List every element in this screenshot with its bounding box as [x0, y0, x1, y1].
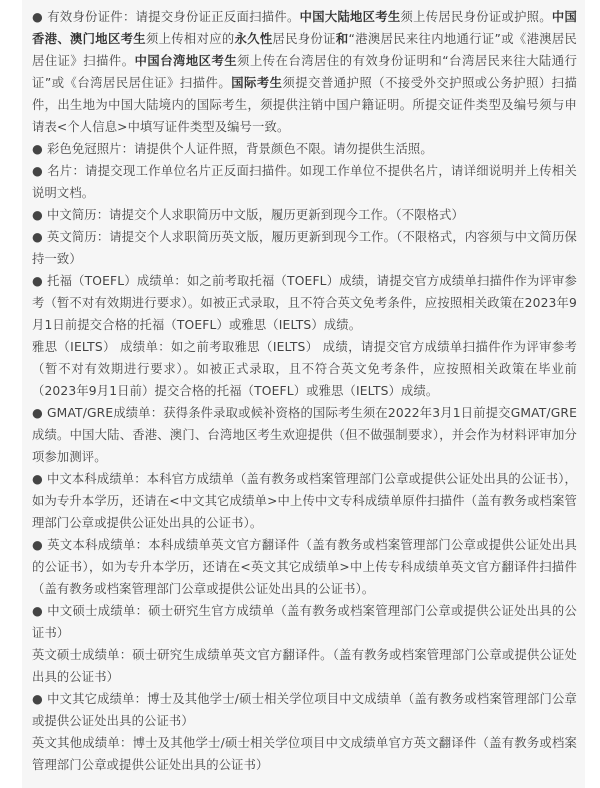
bold-segment: 中国大陆地区考生: [299, 10, 401, 24]
text-segment: ● 托福（TOEFL）成绩单：如之前考取托福（TOEFL）成绩，请提交官方成绩单扫描件作为评审参考（暂不对有效期进行要求）。如被正式录取，且不符合英文免考条件，应按照相关政策在2023年9月1日前提交合格的托福（TOEFL）或雅思（IELTS）成绩。: [32, 274, 577, 332]
text-segment: 雅思（IELTS） 成绩单：如之前考取雅思（IELTS） 成绩，请提交官方成绩单扫描件作为评审参考（暂不对有效期进行要求）。如被正式录取，且不符合英文免考条件，应按照相关政策在毕业前（2023年9月1日前）提交合格的托福（TOEFL）或雅思（IELTS）成绩。: [32, 340, 577, 398]
para-en-bachelor-transcript: [32, 534, 577, 600]
text-segment: ● 彩色免冠照片：请提供个人证件照，背景颜色不限。请勿提供生活照。: [32, 142, 433, 156]
para-chinese-resume: [32, 204, 577, 226]
text-segment: 英文其他成绩单：博士及其他学士/硕士相关学位项目中文成绩单官方英文翻译件（盖有教务或档案管理部门公章或提供公证处出具的公证书）: [32, 736, 577, 772]
para-gmat-gre: [32, 402, 577, 468]
text-segment: ● 有效身份证件：请提交身份证正反面扫描件。: [32, 10, 300, 24]
text-segment: ● 英文简历：请提交个人求职简历英文版，履历更新到现今工作。（不限格式，内容须与中文简历保持一致）: [32, 230, 577, 266]
text-segment: ● GMAT/GRE成绩单：获得条件录取或候补资格的国际考生须在2022年3月1日前提交GMAT/GRE成绩。中国大陆、香港、澳门、台湾地区考生欢迎提供（但不做强制要求），并会作为材料评审加分项参加测评。: [32, 406, 577, 464]
text-segment: 居民身份证: [272, 32, 336, 46]
text-segment: ● 中文其它成绩单：博士及其他学士/硕士相关学位项目中文成绩单（盖有教务或档案管理部门公章或提供公证处出具的公证书）: [32, 692, 577, 728]
para-ielts: [32, 336, 577, 402]
text-segment: 须上传相对应的: [145, 32, 235, 46]
text-segment: “港澳居民来往内地通行证”或《港澳居民居住证》扫描件。: [32, 32, 577, 68]
text-segment: 须上传居民身份证或护照。: [400, 10, 552, 24]
text-segment: 须提交普通护照（不接受外交护照或公务护照）扫描件，出生地为中国大陆境内的国际考生，须提供注销中国户籍证明。所提交证件类型及编号须与申请表<个人信息>中填写证件类型及编号一致。: [32, 76, 577, 134]
para-id-documents: [32, 6, 577, 138]
bold-segment: 国际考生: [231, 76, 283, 90]
para-cn-other-transcript: [32, 688, 577, 732]
para-business-card: [32, 160, 577, 204]
text-segment: 须上传在台湾居住的有效身份证明和“台湾居民来往大陆通行证”或《台湾居民居住证》扫描件。: [32, 54, 578, 90]
bold-segment: 和: [335, 32, 349, 46]
para-en-master-transcript: [32, 644, 577, 688]
text-segment: 英文硕士成绩单：硕士研究生成绩单英文官方翻译件。（盖有教务或档案管理部门公章或提供公证处出具的公证书）: [32, 648, 577, 684]
bold-segment: 永久性: [234, 32, 273, 46]
para-photo: [32, 138, 577, 160]
requirements-panel: [22, 0, 585, 788]
text-segment: ● 中文硕士成绩单：硕士研究生官方成绩单（盖有教务或档案管理部门公章或提供公证处出具的公证书）: [32, 604, 577, 640]
bold-segment: 中国台湾地区考生: [134, 54, 238, 68]
text-segment: ● 中文简历：请提交个人求职简历中文版，履历更新到现今工作。（不限格式）: [32, 208, 464, 222]
para-toefl: [32, 270, 577, 336]
para-cn-bachelor-transcript: [32, 468, 577, 534]
text-segment: ● 中文本科成绩单：本科官方成绩单（盖有教务或档案管理部门公章或提供公证处出具的公证书），如为专升本学历，还请在<中文其它成绩单>中上传中文专科成绩单原件扫描件（盖有教务或档案管理部门公章或提供公证处出具的公证书）。: [32, 472, 577, 530]
text-segment: ● 英文本科成绩单：本科成绩单英文官方翻译件（盖有教务或档案管理部门公章或提供公证处出具的公证书），如为专升本学历，还请在<英文其它成绩单>中上传专科成绩单英文官方翻译件扫描件（盖有教务或档案管理部门公章或提供公证处出具的公证书）。: [32, 538, 577, 596]
para-english-resume: [32, 226, 577, 270]
text-segment: ● 名片：请提交现工作单位名片正反面扫描件。如现工作单位不提供名片，请详细说明并上传相关说明文档。: [32, 164, 577, 200]
para-cn-master-transcript: [32, 600, 577, 644]
bold-segment: 中国香港、澳门地区考生: [32, 10, 577, 46]
para-en-other-transcript: [32, 732, 577, 776]
